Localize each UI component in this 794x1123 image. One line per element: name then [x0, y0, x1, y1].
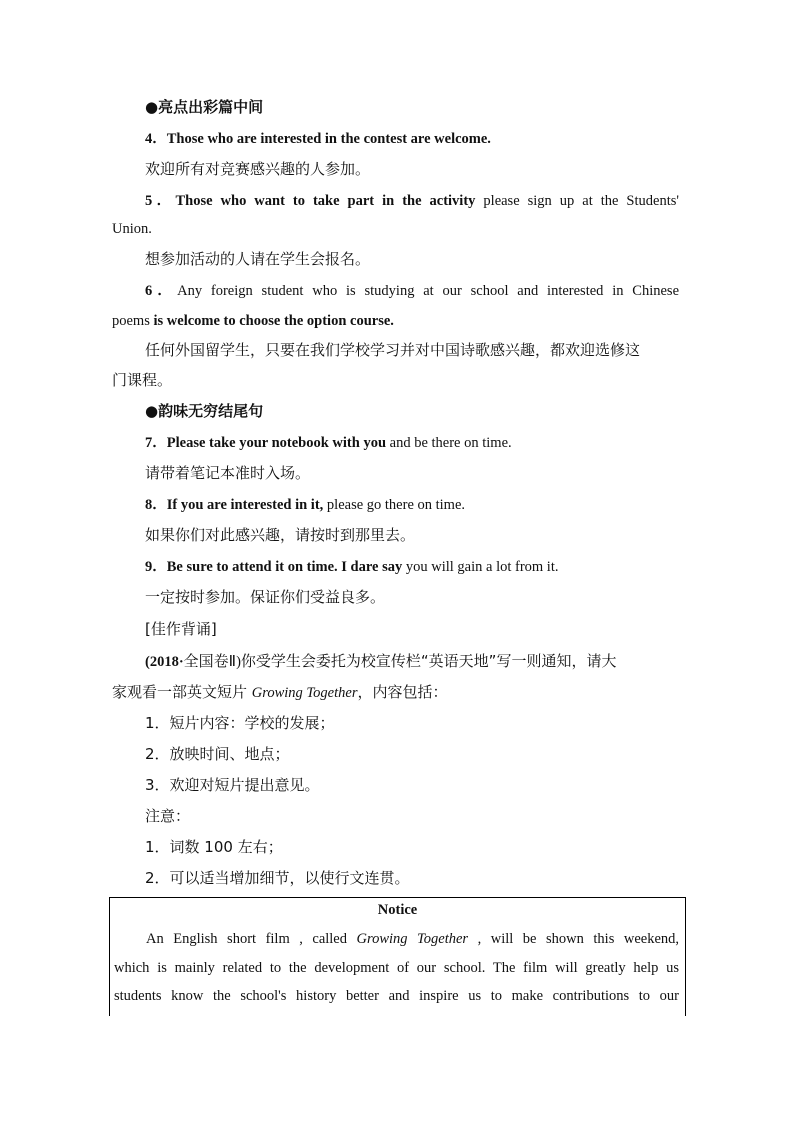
section-header-ending: ●韵味无穷结尾句	[145, 402, 264, 420]
plain-phrase: please sign up at the Students'	[475, 193, 679, 209]
bold-phrase: is welcome to choose the option course.	[153, 313, 394, 329]
content-point-1: 1．短片内容：学校的发展；	[145, 714, 335, 732]
task-prompt-line1	[145, 650, 679, 673]
plain-phrase: and be there on time.	[386, 435, 512, 451]
sentence-6-cn: 任何外国留学生，只要在我们学校学习并对中国诗歌感兴趣，都欢迎选修这	[145, 341, 641, 359]
notice-line-1	[146, 928, 679, 950]
plain-phrase: An English short film , called	[146, 931, 357, 947]
plain-phrase: , will be shown this weekend,	[468, 931, 680, 947]
year-tag: (2018·	[145, 654, 184, 670]
exam-name: 全国卷Ⅱ	[183, 652, 237, 670]
item-number: 5．	[145, 193, 176, 209]
task-prompt-line2	[112, 681, 447, 704]
sentence-6-en	[145, 280, 679, 302]
notice-line-2: which is mainly related to the development of our school. The film will greatly help us	[114, 960, 679, 976]
prompt-text: 家观看一部英文短片	[112, 683, 252, 701]
note-2: 2．可以适当增加细节，以使行文连贯。	[145, 869, 410, 887]
sentence-5-en-cont: Union.	[112, 221, 152, 237]
bold-phrase: If you are interested in it,	[166, 497, 324, 513]
film-title: Growing Together	[356, 931, 469, 947]
prompt-text: 你受学生会委托为校宣传栏“英语天地”写一则通知，请大	[240, 652, 617, 670]
sentence-6-en-cont	[112, 310, 394, 332]
prompt-text: ，内容包括：	[357, 683, 448, 701]
sentence-7-cn: 请带着笔记本准时入场。	[145, 464, 311, 482]
item-number: 9．	[145, 559, 167, 575]
bold-phrase: Please take your notebook with you	[166, 435, 387, 451]
note-1: 1．词数 100 左右；	[145, 838, 283, 856]
item-number: 6．	[145, 283, 178, 299]
notice-box	[109, 897, 686, 1016]
sentence-5-cn: 想参加活动的人请在学生会报名。	[145, 250, 371, 268]
bold-phrase: Be sure to attend it on time. I dare say	[166, 559, 403, 575]
plain-phrase: poems	[112, 313, 154, 329]
section-header-highlight: ●亮点出彩篇中间	[145, 98, 264, 116]
note-label: 注意：	[145, 807, 191, 825]
bold-phrase: Those who are interested in the contest are welcome.	[166, 131, 491, 147]
sentence-8-cn: 如果你们对此感兴趣，请按时到那里去。	[145, 526, 416, 544]
sentence-7-en	[145, 432, 512, 454]
item-number: 7．	[145, 435, 167, 451]
content-point-3: 3．欢迎对短片提出意见。	[145, 776, 320, 794]
plain-phrase: please go there on time.	[323, 497, 466, 513]
notice-title: Notice	[377, 902, 418, 918]
sentence-9-cn: 一定按时参加。保证你们受益良多。	[145, 588, 386, 606]
sentence-6-cn-cont: 门课程。	[112, 371, 173, 389]
film-title: Growing Together	[251, 685, 358, 701]
plain-phrase: Any foreign student who is studying at our school and interested in Chinese	[177, 283, 680, 299]
notice-line-3: students know the school's history better and inspire us to make contributions to our	[114, 988, 679, 1004]
task-label: [佳作背诵]	[145, 620, 217, 638]
sentence-4-cn: 欢迎所有对竞赛感兴趣的人参加。	[145, 160, 371, 178]
item-number: 4．	[145, 131, 167, 147]
sentence-8-en	[145, 494, 465, 516]
plain-phrase: you will gain a lot from it.	[402, 559, 559, 575]
content-point-2: 2．放映时间、地点；	[145, 745, 290, 763]
paren-close: )	[236, 654, 241, 670]
sentence-9-en	[145, 556, 559, 578]
sentence-5-en	[145, 190, 679, 212]
sentence-4-en	[145, 128, 491, 150]
bold-phrase: Those who want to take part in the activity	[175, 193, 476, 209]
item-number: 8．	[145, 497, 167, 513]
